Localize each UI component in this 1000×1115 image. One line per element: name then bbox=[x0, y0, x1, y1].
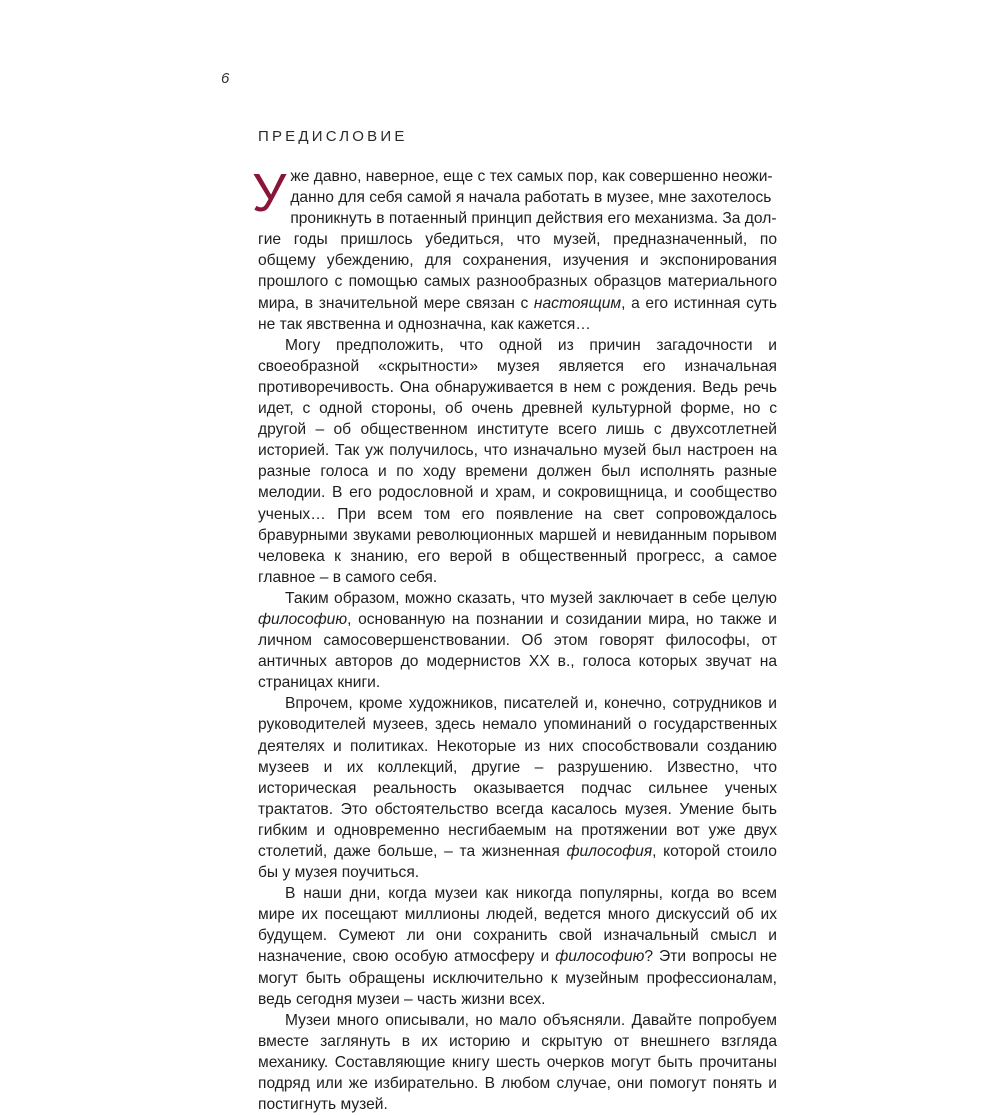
paragraph-3-text-b: , основанную на познании и созидании мира, но также и личном самосовершенствовании. Об этом говорят философы, от античных авторов до модернистов XX в., голоса которых звучат на страницах книги. bbox=[258, 610, 777, 692]
page-number: 6 bbox=[221, 70, 230, 87]
section-title: ПРЕДИСЛОВИЕ bbox=[258, 128, 408, 145]
paragraph-1-text-b: , а его истинная суть не так явственна и однозначна, как кажется… bbox=[258, 294, 777, 333]
paragraph-5-emphasis: философию bbox=[555, 948, 645, 966]
intro-line-1: же давно, наверное, еще с тех самых пор, как совершенно неожи- bbox=[290, 168, 773, 185]
paragraph-3-emphasis: философию bbox=[258, 610, 348, 628]
paragraph-5 bbox=[258, 883, 777, 1010]
paragraph-4 bbox=[258, 693, 777, 883]
paragraph-4-emphasis: философия bbox=[566, 843, 653, 860]
paragraph-1-emphasis: настоящим bbox=[533, 294, 622, 312]
paragraph-4-text-a: Впрочем, кроме художников, писателей и, конечно, сотрудников и руководителей музеев, здесь немало упоминаний о государственных деятелях и политиках. Некоторые из них способствовали созданию музеев и их коллекций, другие – разрушению. Известно, что историческая реальность оказывается подчас сильнее ученых трактатов. Это обстоятельство всегда касалось музея. Умение быть гибким и одновременно несгибаемым на протяжении вот уже двух столетий, даже больше, – та жизненная bbox=[258, 695, 777, 860]
paragraph-3 bbox=[258, 588, 777, 693]
intro-line-3: проникнуть в потаенный принцип действия его механизма. За дол- bbox=[290, 210, 777, 228]
paragraph-1-text-a: гие годы пришлось убедиться, что музей, предназначенный, по общему убеждению, для сохранения, изучения и экспонирования прошлого с помощью самых разнообразных образцов материального мира, в значительной мере связан с bbox=[258, 231, 777, 312]
paragraph-6: Музеи много описывали, но мало объясняли. Давайте попробуем вместе заглянуть в их историю и скрытую от внешнего взгляда механику. Составляющие книгу шесть очерков могут быть прочитаны подряд или же избирательно. В любом случае, они помогут понять и постигнуть музей. bbox=[258, 1011, 777, 1114]
paragraph-3-text-a: Таким образом, можно сказать, что музей заключает в себе целую bbox=[285, 589, 777, 607]
paragraph-5-text-a: В наши дни, когда музеи как никогда популярны, когда во всем мире их посещают миллионы людей, ведется много дискуссий об их будущем. Сумеют ли они сохранить свой изначальный смысл и назначение, свою особую атмосферу и bbox=[258, 885, 777, 966]
paragraph-1 bbox=[252, 163, 777, 335]
intro-line-2: данно для себя самой я начала работать в музее, мне захотелось bbox=[290, 189, 772, 207]
body-text bbox=[252, 163, 777, 1115]
paragraph-4-text-b: , которой стоило бы у музея поучиться. bbox=[258, 843, 777, 882]
paragraph-2: Могу предположить, что одной из причин загадочности и своеобразной «скрытности» музея является его изначальная противоречивость. Она обнаруживается в нем с рождения. Ведь речь идет, с одной стороны, об очень древней культурной форме, но с другой – об общественном институте всего лишь с двухсотлетней историей. Так уж получилось, что изначально музей был настроен на разные голоса и по ходу времени должен был исполнять разные мелодии. В его родословной и храм, и сокровищница, и сообщество ученых… При всем том его появление на свет сопровождалось бравурными звуками революционных маршей и невиданным порывом человека к знанию, его верой в общественный прогресс, а самое главное – в самого себя. bbox=[258, 336, 777, 586]
paragraph-5-text-b: ? Эти вопросы не могут быть обращены исключительно к музейным профессионалам, ведь сегодня музеи – часть жизни всех. bbox=[258, 948, 777, 1008]
drop-cap: У bbox=[252, 163, 287, 223]
